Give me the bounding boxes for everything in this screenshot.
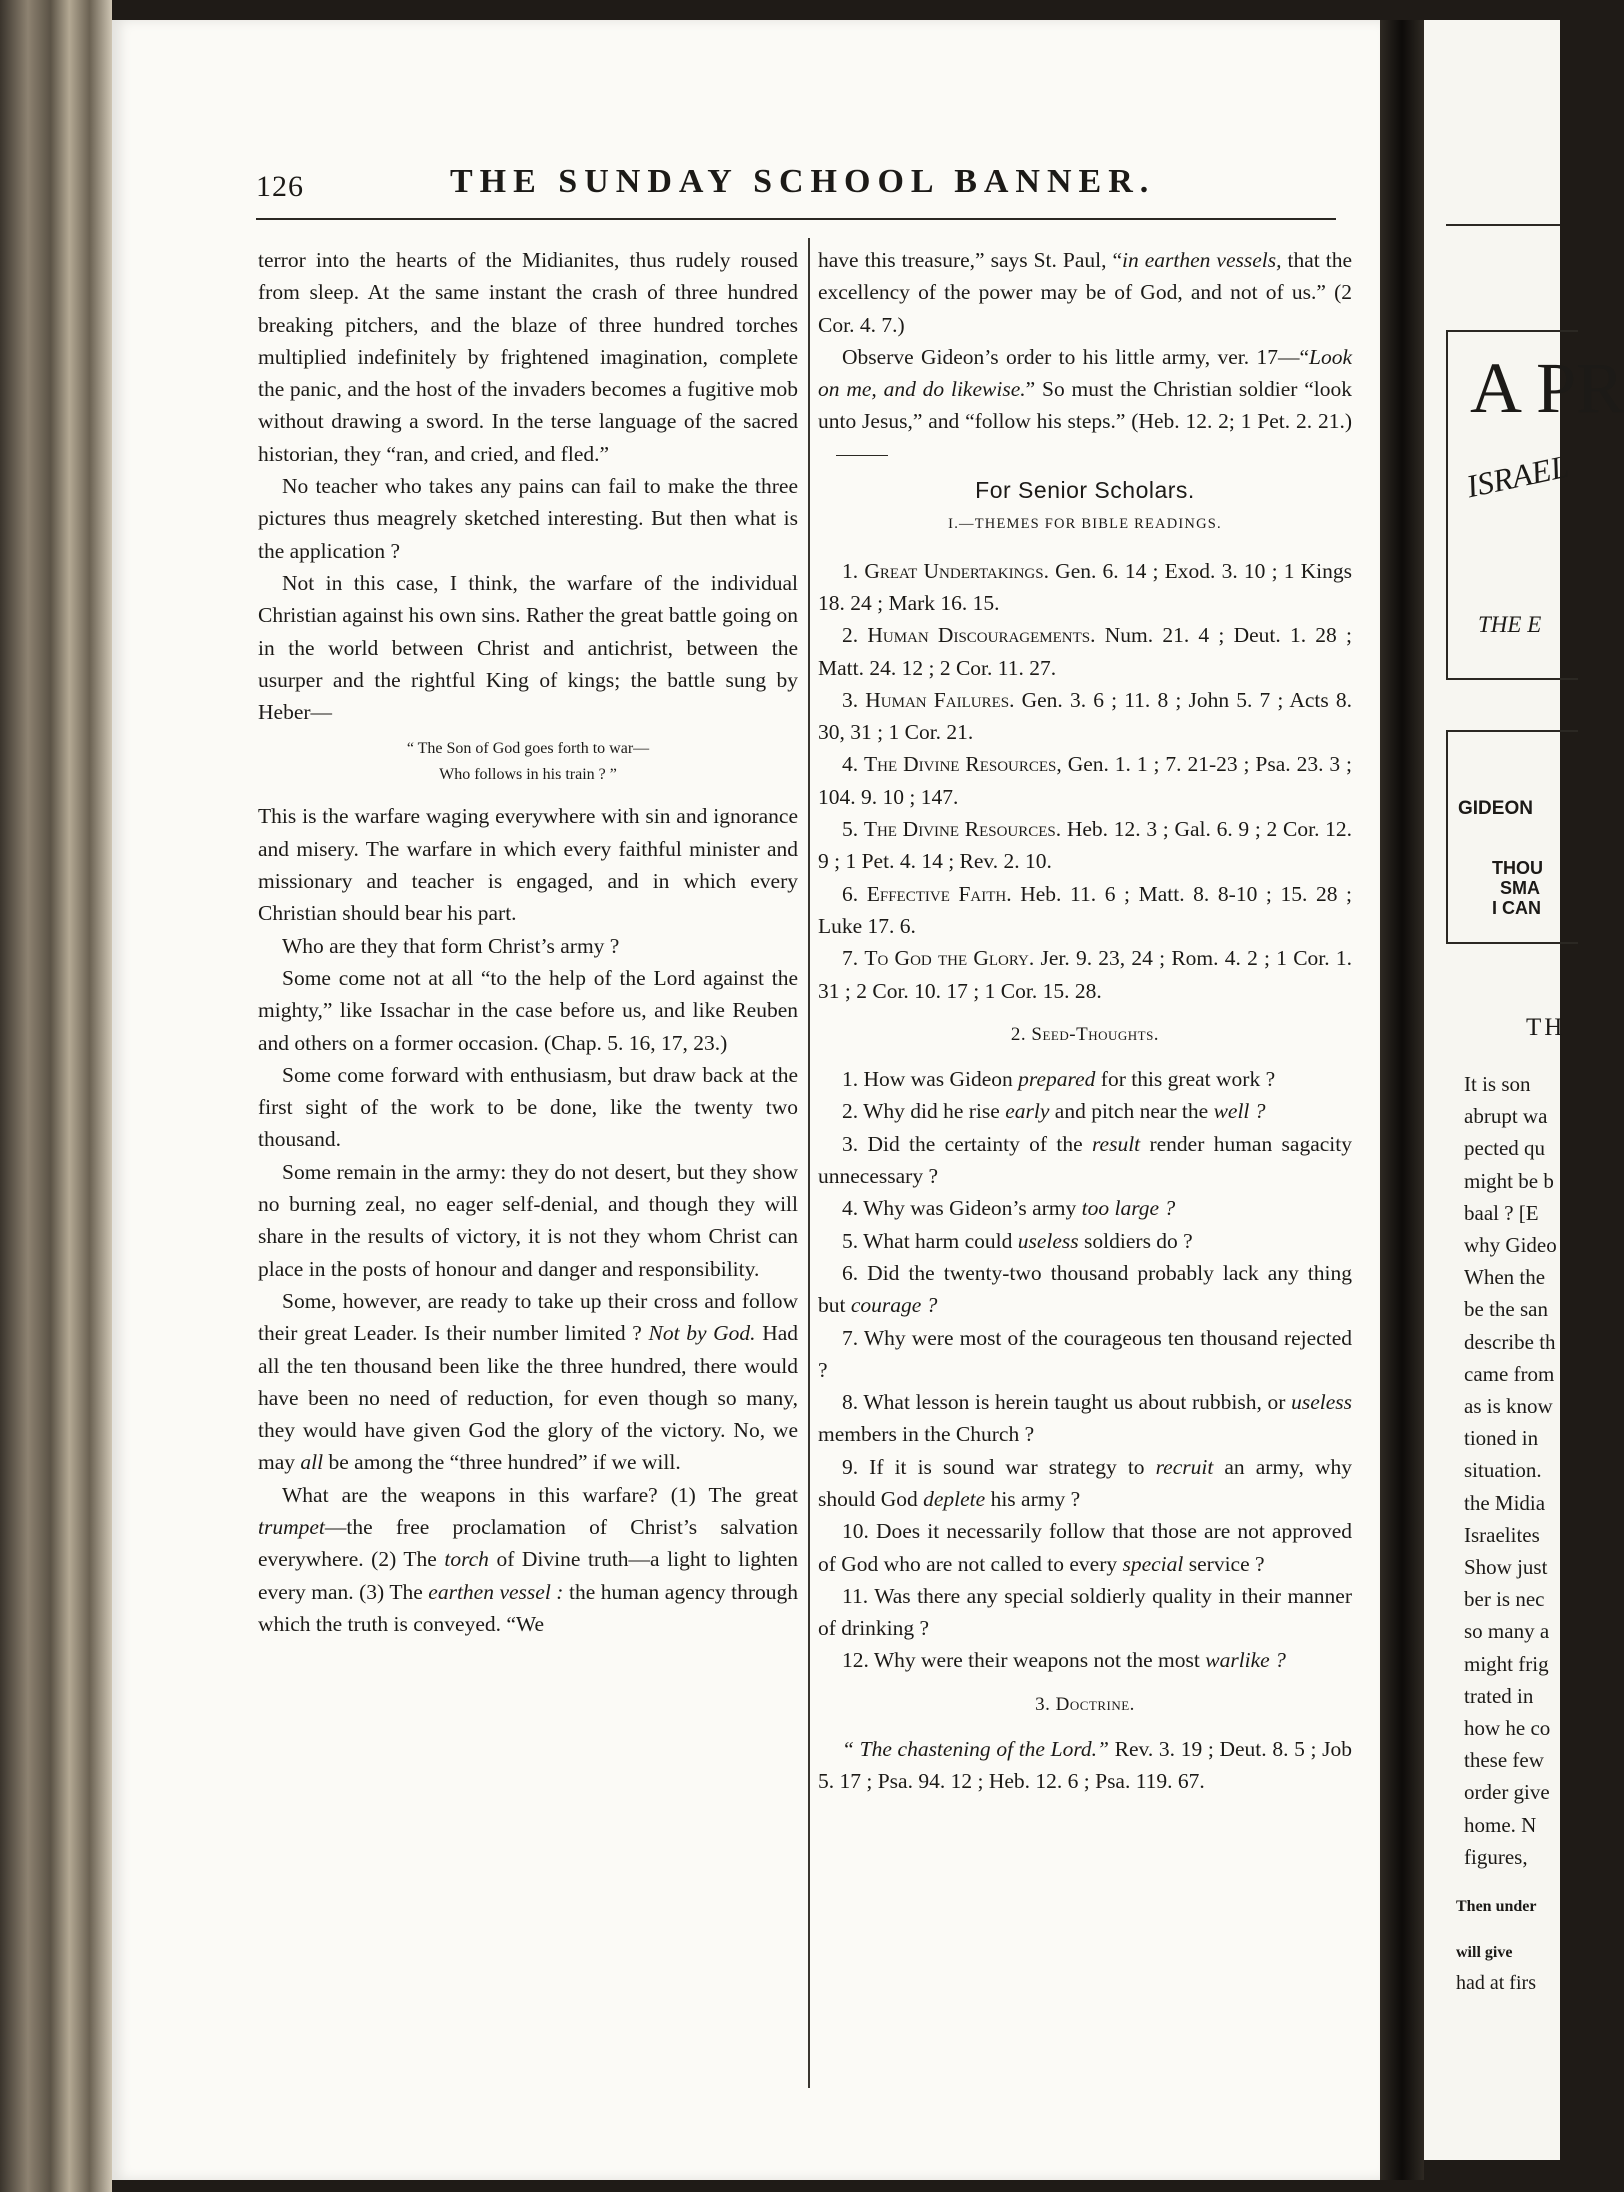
italic-text: warlike ?: [1205, 1648, 1286, 1673]
questions-list: [818, 1063, 1352, 1677]
theme-references: Num. 21. 4 ; Deut. 1. 28 ; Matt. 24. 12 ; 2 Cor. 11. 27.: [818, 623, 1352, 680]
theme-number: 5.: [842, 817, 859, 842]
seed-thought-question: [818, 1451, 1352, 1516]
text-run: 6. Did the twenty-two thousand probably lack any thing but: [818, 1260, 1352, 1318]
next-page-line: might be b: [1464, 1168, 1554, 1193]
theme-number: 2.: [842, 623, 859, 648]
seed-thought-question: [818, 1322, 1352, 1387]
book-gutter: [1380, 20, 1424, 2180]
ad-text: THOU: [1492, 858, 1543, 878]
ad-text: ISRAEL: [1463, 447, 1572, 505]
text-run: 10. Does it necessarily follow that those are not approved of God who are not called to every: [818, 1519, 1352, 1576]
hymn-line: Who follows in his train ? ”: [439, 766, 617, 784]
theme-references: Jer. 9. 23, 24 ; Rom. 4. 2 ; 1 Cor. 1. 31 ; 2 Cor. 10. 17 ; 1 Cor. 15. 28.: [818, 946, 1353, 1003]
ad-text: A PR: [1470, 348, 1624, 428]
text-run: What are the weapons in this warfare? (1) The great: [282, 1482, 798, 1507]
text-run: the human agency through which the truth is conveyed. “We: [258, 1579, 799, 1636]
text-run: Had all the ten thousand been like the three hundred, there would have been no need of reduction, for even though so many, they would have given God the glory of the victory. No, we may: [258, 1321, 799, 1475]
hymn-line: “ The Son of God goes forth to war—: [406, 740, 650, 758]
paragraph: Some remain in the army: they do not desert, but they show no burning zeal, no eager self-denial, and though they will share in the results of victory, it is not they whom Christ can place in the posts of honour and danger and responsibility.: [258, 1159, 798, 1281]
italic-text: in earthen vessels,: [1122, 248, 1282, 272]
italic-text: useless: [1291, 1390, 1352, 1415]
italic-text: Look on me, and do likewise.: [818, 344, 1352, 402]
italic-text: trumpet: [258, 1514, 325, 1539]
ad-text: I CAN: [1492, 898, 1541, 918]
next-page-line: tioned in: [1464, 1426, 1539, 1451]
next-page-line: baal ? [E: [1464, 1200, 1539, 1225]
seed-thought-question: [818, 1128, 1352, 1193]
next-page-line: ber is nec: [1464, 1587, 1545, 1612]
paragraph: Who are they that form Christ’s army ?: [282, 933, 620, 958]
theme-title: To God the Glory.: [864, 946, 1035, 971]
next-page-line: pected qu: [1464, 1136, 1546, 1161]
next-page-text: had at firs: [1456, 1972, 1536, 1994]
theme-item: [818, 878, 1352, 943]
italic-text: early: [1005, 1099, 1050, 1124]
theme-number: 7.: [842, 946, 859, 971]
text-run: members in the Church ?: [818, 1422, 1035, 1447]
theme-references: Gen. 1. 1 ; 7. 21-23 ; Psa. 23. 3 ; 104. 9. 10 ; 147.: [818, 752, 1353, 809]
italic-text: recruit: [1155, 1454, 1214, 1479]
ad-text: SMA: [1500, 878, 1540, 898]
italic-text: torch: [444, 1547, 489, 1572]
next-page-text: will give: [1456, 1944, 1513, 1961]
next-page-line: abrupt wa: [1464, 1104, 1548, 1129]
hymn-quote: [258, 736, 798, 788]
italic-text: all: [300, 1450, 324, 1475]
next-page-line: be the san: [1464, 1297, 1548, 1322]
seed-thoughts-heading: 2. Seed-Thoughts.: [1010, 1023, 1160, 1045]
italic-text: special: [1122, 1551, 1184, 1576]
italic-text: result: [1091, 1131, 1141, 1156]
book-spine-edge: [0, 0, 112, 2192]
next-page-text: [1464, 1068, 1557, 1873]
theme-number: 4.: [842, 752, 859, 777]
text-run: be among the “three hundred” if we will.: [328, 1450, 681, 1475]
paragraph: [818, 341, 1352, 470]
theme-number: 1.: [842, 558, 859, 583]
theme-title: The Divine Resources.: [863, 817, 1062, 842]
next-page-line: describe th: [1464, 1329, 1556, 1354]
next-page-line: the Midia: [1464, 1490, 1546, 1515]
text-run: of Divine truth—a light to lighten every man. (3) The: [258, 1547, 799, 1604]
next-page-line: trated in: [1464, 1683, 1534, 1708]
italic-text: useless: [1017, 1228, 1079, 1253]
theme-title: Effective Faith.: [866, 881, 1012, 906]
theme-number: 3.: [842, 687, 859, 712]
themes-list: [818, 555, 1352, 1007]
text-run: 3. Did the certainty of the: [842, 1131, 1092, 1156]
header-rule: [256, 218, 1336, 220]
seed-thought-question: [818, 1063, 1352, 1095]
theme-references: Gen. 6. 14 ; Exod. 3. 10 ; 1 Kings 18. 24 ; Mark 16. 15.: [818, 558, 1353, 615]
theme-title: Human Discouragements.: [867, 623, 1096, 648]
next-page-line: situation.: [1464, 1458, 1542, 1483]
next-page-line: When the: [1464, 1265, 1546, 1290]
italic-text: prepared: [1018, 1067, 1096, 1092]
paragraph: This is the warfare waging everywhere with sin and ignorance and misery. The warfare in which every faithful minister and missionary and teacher is engaged, and in which every Christian should bear his part.: [258, 804, 798, 926]
text-run: ” So must the Christian soldier “look unto Jesus,” and “follow his steps.” (Heb. 12. 2; 1 Pet. 2. 21.): [818, 377, 1352, 434]
ad-text: THE E: [1478, 612, 1542, 637]
text-run: Rev. 3. 19 ; Deut. 8. 5 ; Job 5. 17 ; Psa. 94. 12 ; Heb. 12. 6 ; Psa. 119. 67.: [818, 1737, 1352, 1794]
text-run: for this great work ?: [1095, 1067, 1276, 1092]
theme-item: [818, 748, 1352, 813]
text-run: service ?: [1183, 1551, 1265, 1576]
doctrine-paragraph: [818, 1733, 1352, 1798]
italic-text: courage ?: [850, 1293, 938, 1318]
next-page-line: as is know: [1464, 1394, 1553, 1419]
theme-title: The Divine Resources,: [864, 752, 1062, 777]
text-run: 7. Why were most of the courageous ten thousand rejected ?: [818, 1325, 1352, 1382]
column-rule: [808, 238, 810, 2088]
italic-text: too large ?: [1081, 1196, 1176, 1221]
seed-thought-question: [818, 1515, 1352, 1580]
text-run: render human sagacity unnecessary ?: [818, 1131, 1352, 1189]
left-column: [258, 244, 798, 1640]
italic-text: deplete: [923, 1486, 986, 1511]
page-number: 126: [256, 170, 304, 203]
theme-title: Human Failures.: [865, 687, 1015, 712]
next-page-line: Show just: [1464, 1555, 1548, 1580]
italic-text: Not by God.: [648, 1321, 756, 1346]
paragraph: Some come forward with enthusiasm, but draw back at the first sight of the work to be done, like the twenty two thousand.: [258, 1062, 798, 1152]
paragraph: [258, 1479, 798, 1640]
text-run: 5. What harm could: [842, 1228, 1018, 1253]
text-run: 4. Why was Gideon’s army: [842, 1196, 1082, 1221]
section-heading-senior: For Senior Scholars.: [975, 477, 1195, 504]
seed-thought-question: [818, 1192, 1352, 1224]
text-run: his army ?: [985, 1486, 1081, 1511]
next-page-line: how he co: [1464, 1716, 1551, 1741]
seed-thought-question: [818, 1386, 1352, 1451]
next-page-heading: TH: [1526, 1014, 1566, 1041]
next-page-line: home. N: [1464, 1812, 1537, 1837]
ad-text: GIDEON: [1458, 798, 1533, 819]
next-page-line: came from: [1464, 1361, 1555, 1386]
paragraph: [818, 244, 1352, 341]
themes-heading: I.—THEMES FOR BIBLE READINGS.: [948, 516, 1222, 533]
paragraph: No teacher who takes any pains can fail to make the three pictures thus meagrely sketched interesting. But then what is the application ?: [258, 474, 798, 563]
seed-thought-question: [818, 1225, 1352, 1257]
theme-item: [818, 555, 1352, 620]
next-page-line: figures,: [1464, 1844, 1528, 1869]
seed-thought-question: [818, 1580, 1352, 1645]
short-rule: [836, 455, 888, 456]
next-page-line: so many a: [1464, 1619, 1550, 1644]
text-run: have this treasure,” says St. Paul, “: [818, 248, 1123, 272]
text-run: 8. What lesson is herein taught us about rubbish, or: [842, 1390, 1292, 1415]
next-page-line: It is son: [1464, 1072, 1531, 1096]
text-run: Some, however, are ready to take up their cross and follow their great Leader. Is their number limited ?: [258, 1288, 798, 1346]
next-page-line: order give: [1464, 1780, 1550, 1805]
next-page-text: Then under: [1456, 1898, 1537, 1915]
paragraph: [258, 1285, 798, 1479]
italic-text: well ?: [1213, 1099, 1266, 1124]
text-run: an army, why should God: [818, 1454, 1352, 1511]
paragraph: terror into the hearts of the Midianites, thus rudely roused from sleep. At the same instant the crash of three hundred breaking pitchers, and the blaze of three hundred torches multiplied indefinitely by frightened imagination, complete the panic, and the host of the invaders becomes a fugitive mob without drawing a sword. In the terse language of the sacred historian, they “ran, and cried, and fled.”: [258, 248, 798, 466]
theme-references: Heb. 11. 6 ; Matt. 8. 8-10 ; 15. 28 ; Luke 17. 6.: [818, 881, 1353, 938]
text-run: —the free proclamation of Christ’s salvation everywhere. (2) The: [258, 1514, 798, 1572]
text-run: 12. Why were their weapons not the most: [842, 1648, 1206, 1673]
journal-title: THE SUNDAY SCHOOL BANNER.: [450, 163, 1156, 200]
theme-item: [818, 619, 1352, 684]
theme-title: Great Undertakings.: [864, 558, 1049, 583]
italic-text: earthen vessel :: [428, 1579, 564, 1604]
next-page-line: might frig: [1464, 1651, 1549, 1676]
seed-thought-question: [818, 1257, 1352, 1322]
text-run: 11. Was there any special soldierly quality in their manner of drinking ?: [818, 1583, 1352, 1641]
text-run: that the excellency of the power may be of God, and not of us.” (2 Cor. 4. 7.): [818, 248, 1352, 337]
seed-thought-question: [818, 1095, 1352, 1127]
right-column: [818, 244, 1352, 1798]
theme-item: [818, 942, 1352, 1007]
doctrine-heading: 3. Doctrine.: [1035, 1693, 1135, 1715]
text-run: 9. If it is sound war strategy to: [842, 1454, 1156, 1479]
text-run: and pitch near the: [1049, 1099, 1214, 1124]
theme-references: Heb. 12. 3 ; Gal. 6. 9 ; 2 Cor. 12. 9 ; 1 Pet. 4. 14 ; Rev. 2. 10.: [818, 817, 1353, 874]
italic-text: “ The chastening of the Lord.”: [842, 1737, 1109, 1762]
theme-item: [818, 813, 1352, 878]
theme-item: [818, 684, 1352, 749]
next-page-line: Israelites: [1464, 1522, 1540, 1547]
text-run: Observe Gideon’s order to his little army, ver. 17—“: [842, 344, 1309, 369]
theme-number: 6.: [842, 881, 859, 906]
next-page-line: why Gideo: [1464, 1233, 1557, 1258]
text-run: soldiers do ?: [1078, 1228, 1193, 1253]
theme-references: Gen. 3. 6 ; 11. 8 ; John 5. 7 ; Acts 8. 30, 31 ; 1 Cor. 21.: [818, 687, 1353, 745]
seed-thought-question: [818, 1644, 1352, 1676]
next-page-line: these few: [1464, 1748, 1544, 1773]
paragraph: Some come not at all “to the help of the Lord against the mighty,” like Issachar in the case before us, and like Reuben and others on a former occasion. (Chap. 5. 16, 17, 23.): [258, 965, 798, 1055]
next-page-rule: [1446, 224, 1560, 226]
text-run: 1. How was Gideon: [842, 1067, 1019, 1092]
paragraph: Not in this case, I think, the warfare of the individual Christian against his own sins. Rather the great battle going on in the world between Christ and antichrist, between the usurper and the rightful King of kings; the battle sung by Heber—: [258, 570, 798, 725]
text-run: 2. Why did he rise: [842, 1099, 1006, 1124]
